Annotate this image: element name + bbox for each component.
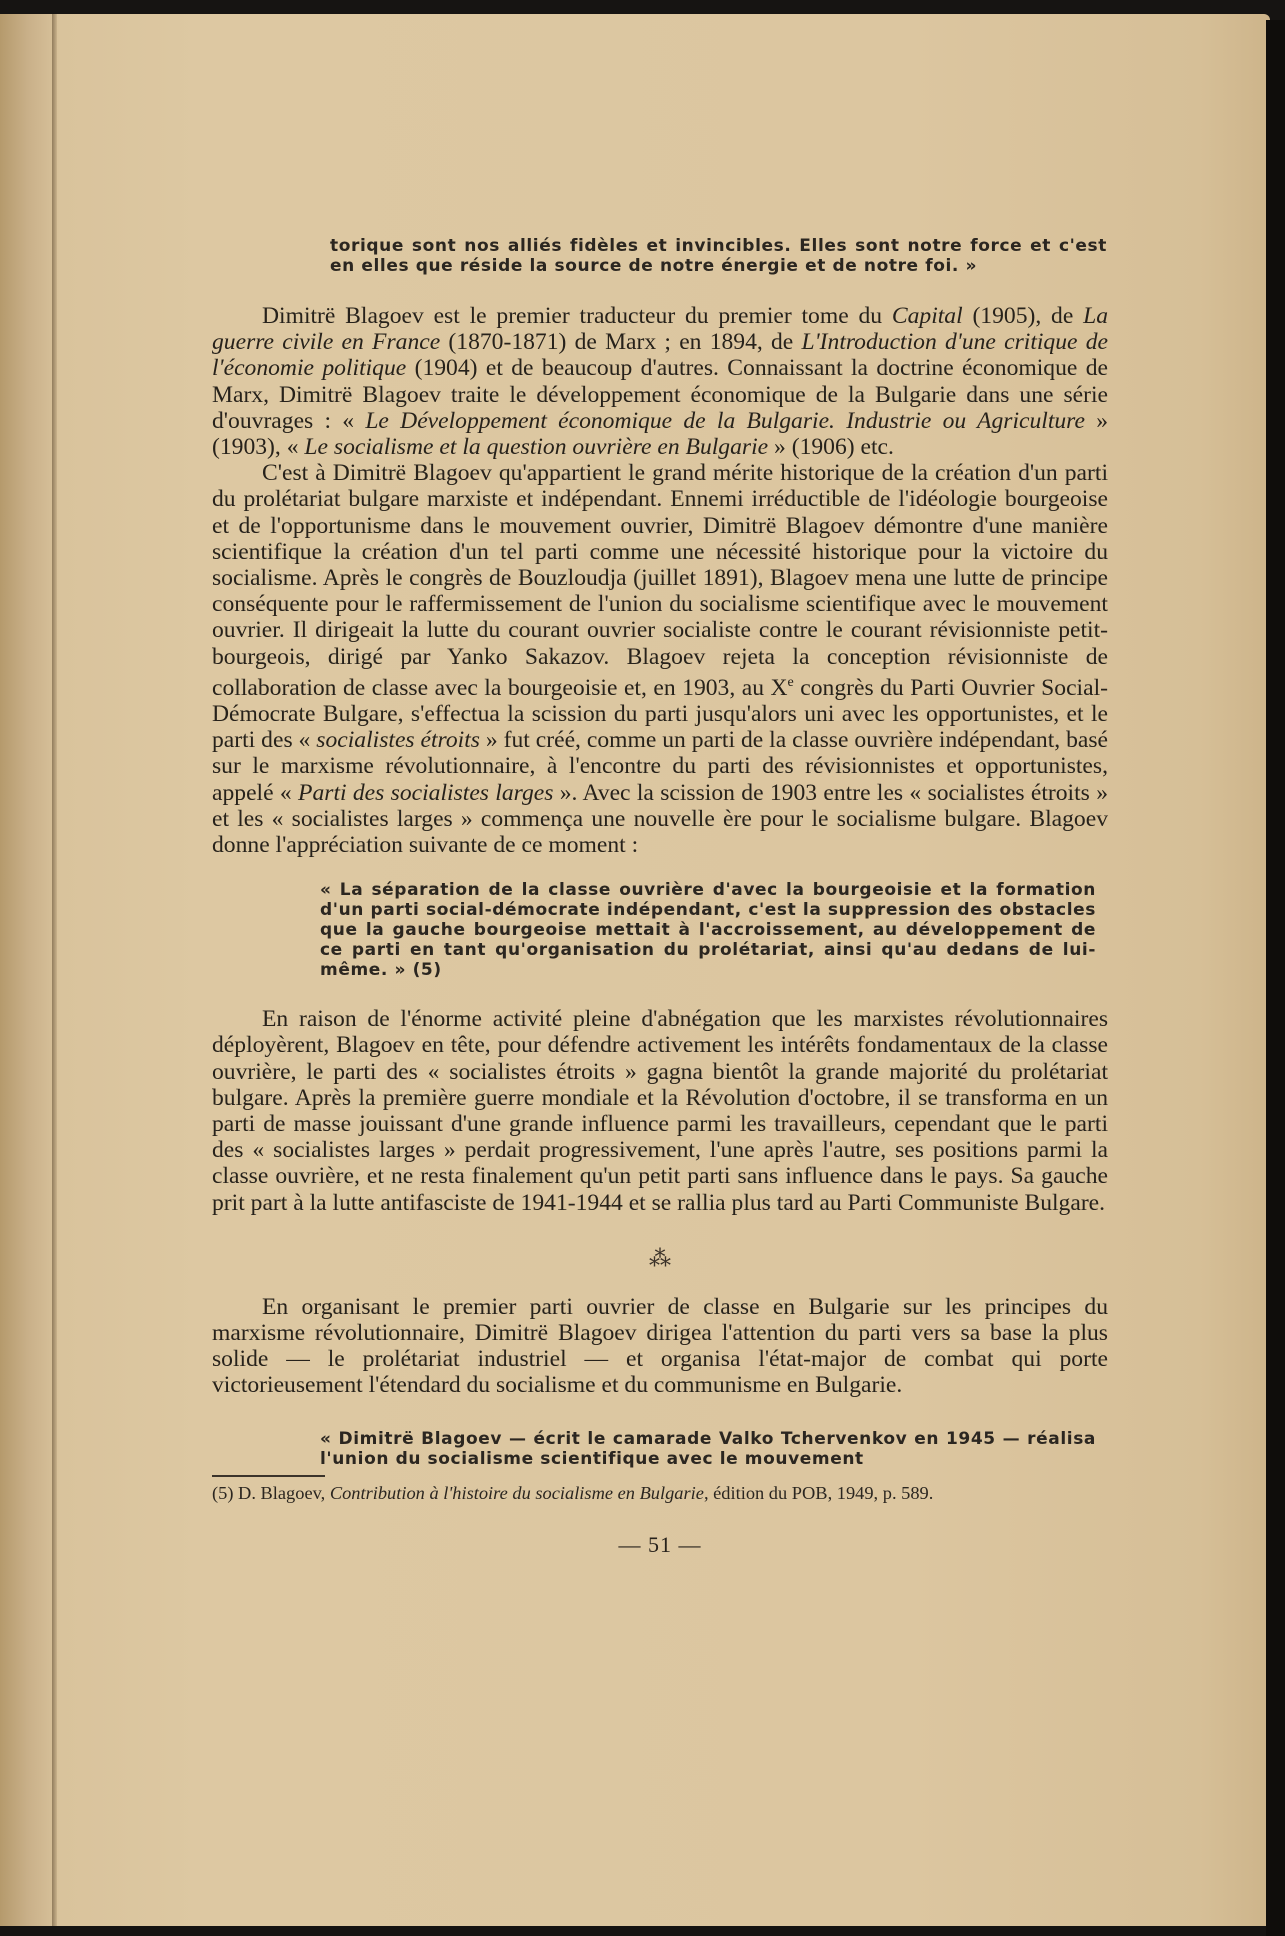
tail-quote-tchervenkov: « Dimitrë Blagoev — écrit le camarade Valko Tchervenkov en 1945 — réalisa l'union du socialisme scientifique avec le mouvement <box>320 1428 1096 1469</box>
page-content <box>212 236 1108 1558</box>
page-number: — 51 — <box>618 1531 702 1557</box>
block-quote-separation: « La séparation de la classe ouvrière d'avec la bourgeoisie et la formation d'un parti social-démocrate indépendant, c'est la suppression des obstacles que la gauche bourgeoise mettait à l'accroissement, au développement de ce parti en tant qu'organisation du prolétariat, ainsi qu'au dedans de lui-même. » (5) <box>320 880 1097 981</box>
paragraph-first-party: En organisant le premier parti ouvrier de classe en Bulgarie sur les principes du marxisme révolutionnaire, Dimitrë Blagoev dirigea l'attention du parti vers sa base la plus solide — le prolétariat industriel — et organisa l'état-major de combat qui porte victorieusement l'étendard du socialisme et du communisme en Bulgarie. <box>212 1293 1108 1399</box>
paragraph-blagoev-translations: Dimitrë Blagoev est le premier traducteur du premier tome du Capital (1905), de La guerre civile en France (1870-1871) de Marx ; en 1894, de L'Introduction d'une critique de l'économie politique (1904) et de beaucoup d'autres. Connaissant la doctrine économique de Marx, Dimitrë Blagoev traite le développement économique de la Bulgarie dans une série d'ouvrages : « Le Développement économique de la Bulgarie. Industrie ou Agriculture » (1903), « Le socialisme et la question ouvrière en Bulgarie » (1906) etc. <box>212 303 1109 461</box>
page-gutter-shadow <box>52 14 57 1926</box>
footnote-rule <box>212 1475 325 1477</box>
section-separator-asterism: ⁂ <box>649 1245 671 1271</box>
paragraph-narrow-socialists: En raison de l'énorme activité pleine d'abnégation que les marxistes révolutionnaires déployèrent, Blagoev en tête, pour défendre activement les intérêts fondamentaux de la classe ouvrière, le parti des « socialistes étroits » gagna bientôt la grande majorité du prolétariat bulgare. Après la première guerre mondiale et la Révolution d'octobre, il se transforma en un parti de masse jouissant d'une grande influence parmi les travailleurs, cependant que le parti des « socialistes larges » perdait progressivement, l'une après l'autre, ses positions parmi la classe ouvrière, et ne resta finalement qu'un petit parti sans influence dans le pays. Sa gauche prit part à la lutte antifasciste de 1941-1944 et se rallia plus tard au Parti Communiste Bulgare. <box>212 1006 1108 1216</box>
paragraph-party-creation: C'est à Dimitrë Blagoev qu'appartient le grand mérite historique de la création d'un parti du prolétariat bulgare marxiste et indépendant. Ennemi irréductible de l'idéologie bourgeoise et de l'opportunisme dans le mouvement ouvrier, Dimitrë Blagoev démontre d'une manière scientifique la création d'un tel parti comme une nécessité historique pour la victoire du socialisme. Après le congrès de Bouzloudja (juillet 1891), Blagoev mena une lutte de principe conséquente pour le raffermissement de l'union du socialisme scientifique avec le mouvement ouvrier. Il dirigeait la lutte du courant ouvrier socialiste contre le courant révisionniste petit-bourgeois, dirigé par Yanko Sakazov. Blagoev rejeta la conception révisionniste de collaboration de classe avec la bourgeoisie et, en 1903, au Xe congrès du Parti Ouvrier Social-Démocrate Bulgare, s'effectua la scission du parti jusqu'alors uni avec les opportunistes, et le parti des « socialistes étroits » fut créé, comme un parti de la classe ouvrière indépendant, basé sur le marxisme révolutionnaire, à l'encontre du parti des révisionnistes et opportunistes, appelé « Parti des socialistes larges ». Avec la scission de 1903 entre les « socialistes étroits » et les « socialistes larges » commença une nouvelle ère pour le socialisme bulgare. Blagoev donne l'appréciation suivante de ce moment : <box>212 460 1108 858</box>
footnote-5: (5) D. Blagoev, Contribution à l'histoire du socialisme en Bulgarie, édition du POB, 1949, p. 589. <box>212 1482 934 1503</box>
page-right-edge <box>1266 20 1285 1936</box>
lead-quote: torique sont nos alliés fidèles et invincibles. Elles sont notre force et c'est en elles que réside la source de notre énergie et de notre foi. » <box>330 236 1107 276</box>
